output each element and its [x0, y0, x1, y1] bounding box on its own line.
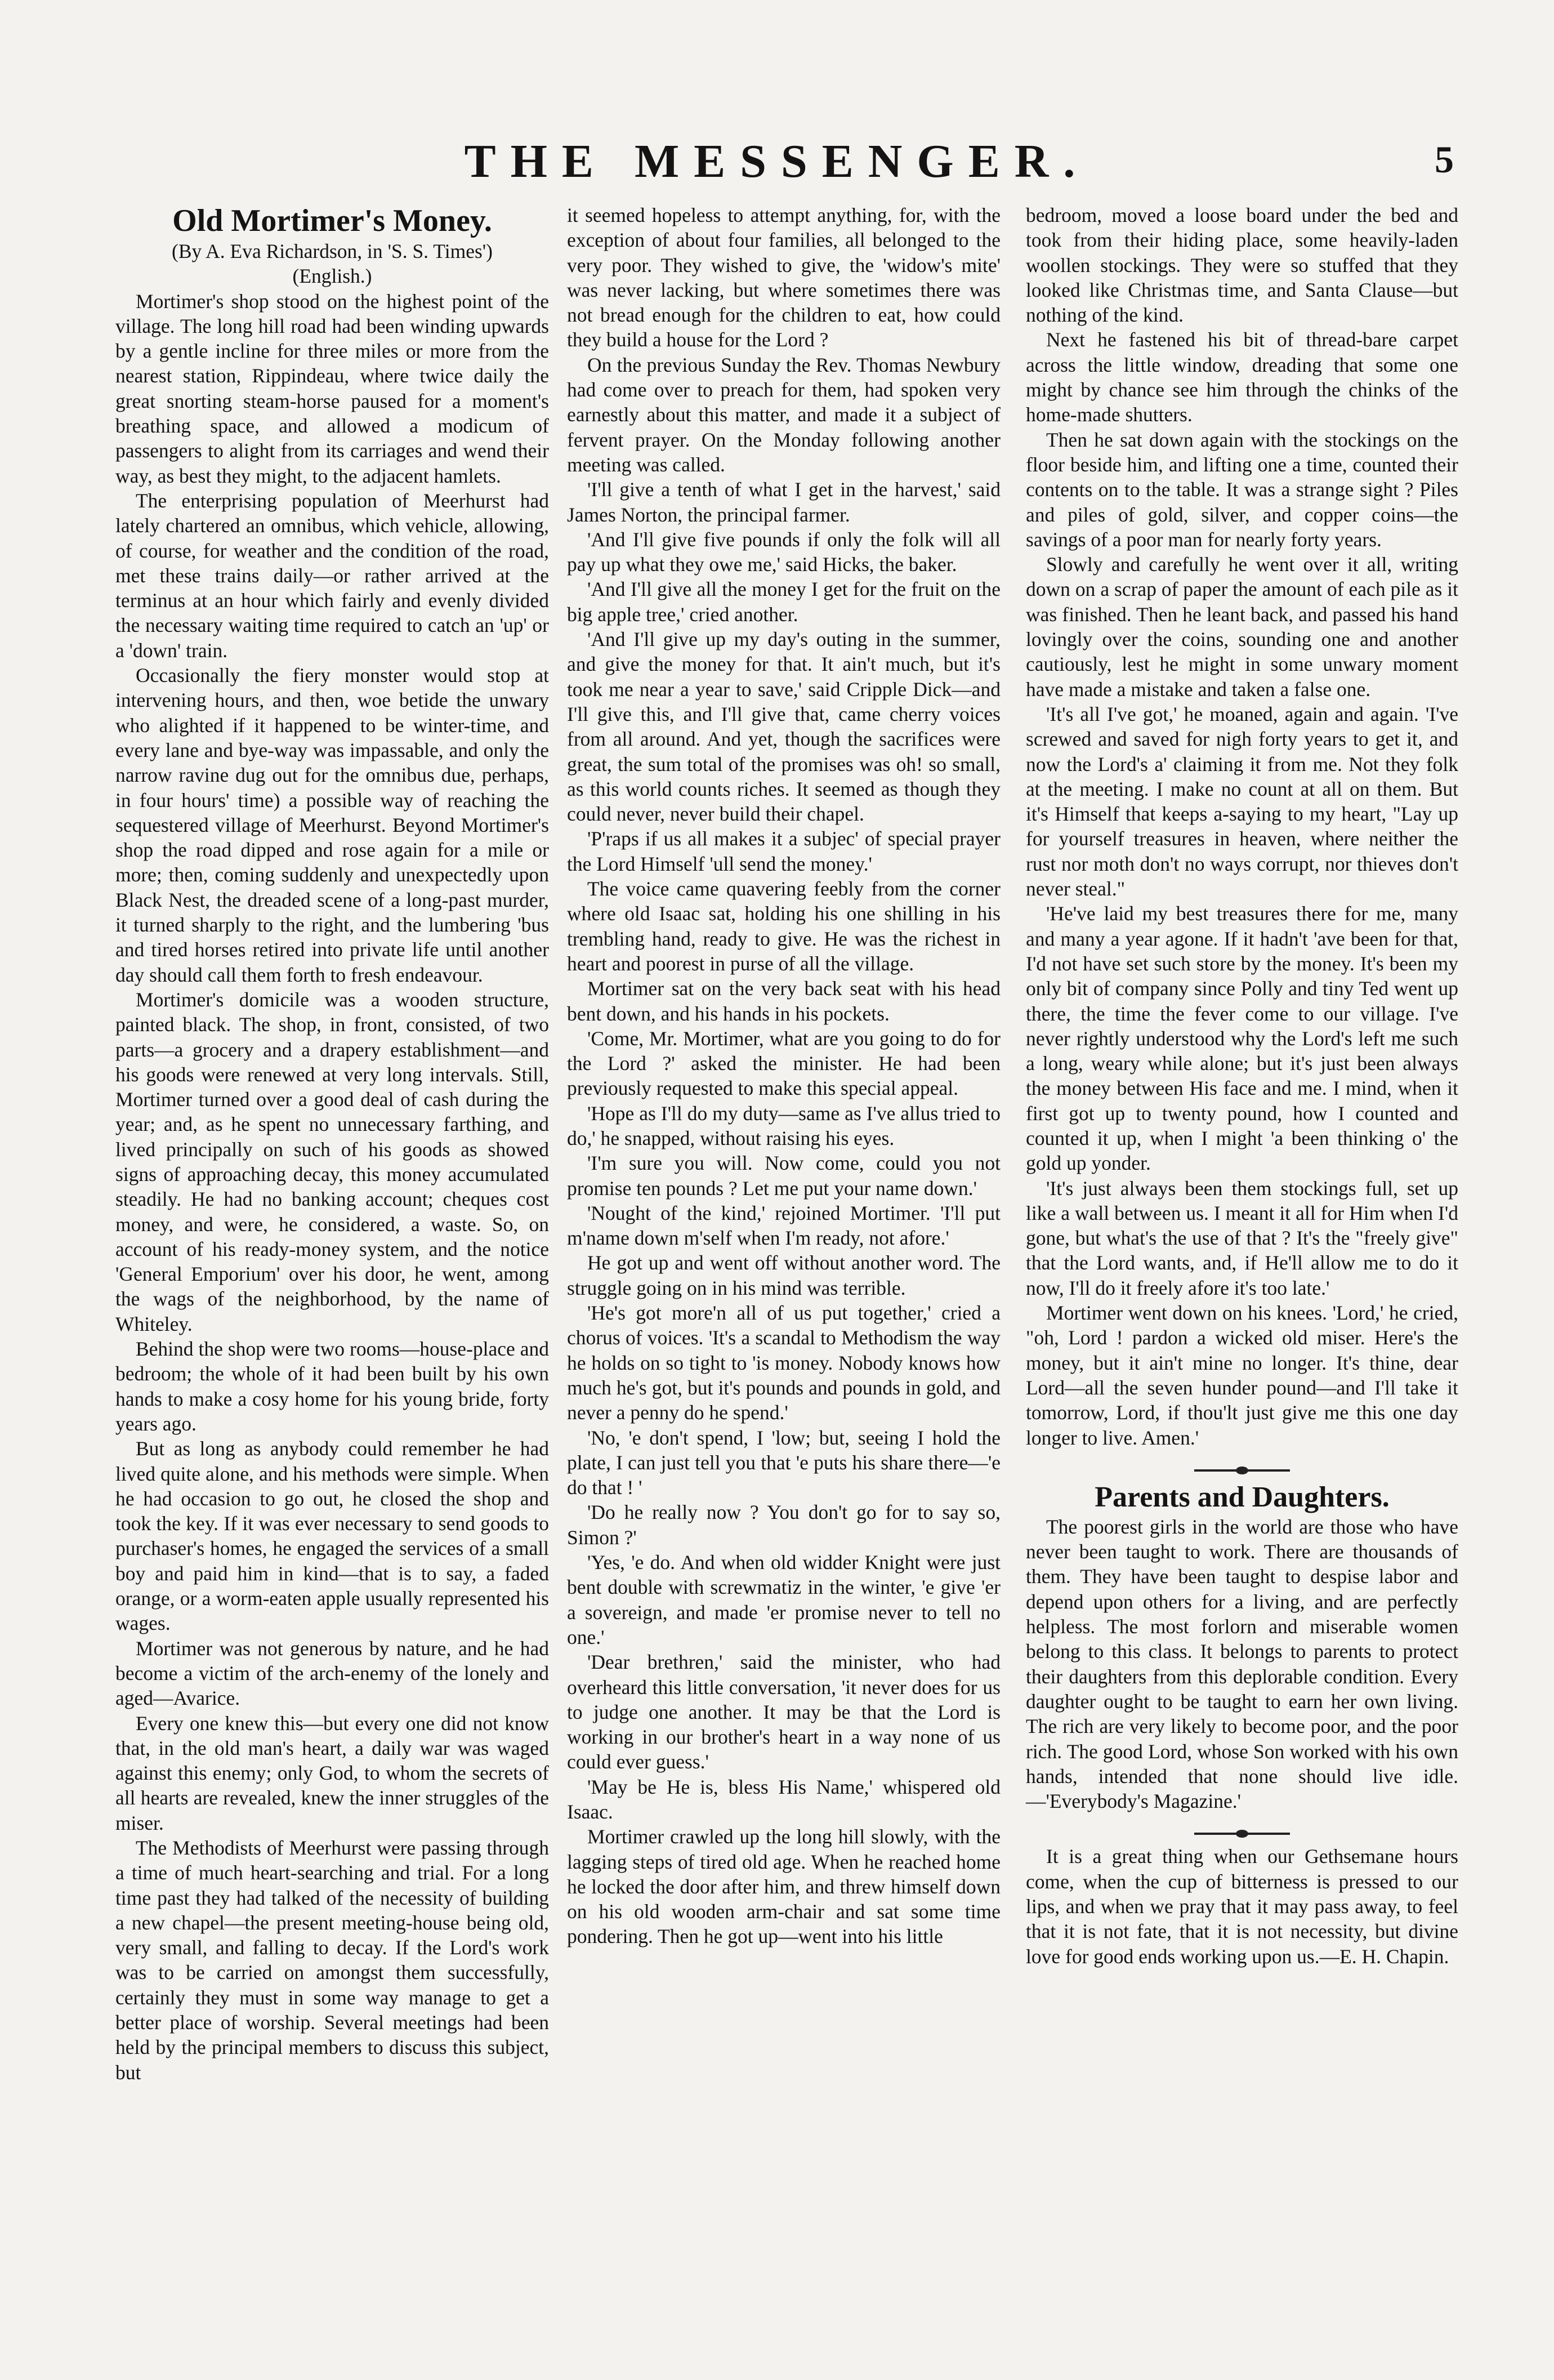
paragraph: Mortimer crawled up the long hill slowly, with the lagging steps of tired old age. When he reached home he locked the door after him, and threw himself down on his old wooden arm-chair and sat some time pondering. Then he got up—went into his little [567, 1825, 1001, 1948]
section-divider [1194, 1469, 1290, 1472]
section-divider [1194, 1833, 1290, 1835]
paragraph: Slowly and carefully he went over it all, writing down on a scrap of paper the amount of each pile as it was finished. Then he leant back, and passed his hand lovingly over the coins, sounding one and another cautiously, lest he might in some unwary moment have made a mistake and taken a false one. [1026, 553, 1458, 701]
paragraph: Mortimer's shop stood on the highest point of the village. The long hill road had been winding upwards by a gentle incline for three miles or more from the nearest station, Rippindeau, where twice daily the great snorting steam-horse paused for a moment's breathing space, and allowed a modicum of passengers to alight from its carriages and wend their way, as best they might, to the adjacent hamlets. [115, 289, 549, 487]
paragraph: 'Yes, 'e do. And when old widder Knight were just bent double with screwmatiz in the winter, 'e give 'er a sovereign, and made 'er promise never to tell no one.' [567, 1551, 1001, 1648]
paragraph: Every one knew this—but every one did not know that, in the old man's heart, a daily war was waged against this enemy; only God, to whom the secrets of all hearts are revealed, knew the inner struggles of the miser. [115, 1712, 549, 1834]
paragraph: 'It's all I've got,' he moaned, again and again. 'I've screwed and saved for nigh forty years to get it, and now the Lord's a' claiming it from me. Not they folk at the meeting. I make no count at all on them. But it's Himself that keeps a-saying to my heart, "Lay up for yourself treasures in heaven, where neither the rust nor moth don't no ways corrupt, nor thieves don't never steal." [1026, 702, 1458, 901]
paragraph: The voice came quavering feebly from the corner where old Isaac sat, holding his one shilling in his trembling hand, ready to give. He was the richest in heart and poorest in purse of all the village. [567, 877, 1001, 975]
paragraph: 'It's just always been them stockings full, set up like a wall between us. I meant it all for Him when I'd gone, but what's the use of that ? It's the "freely give" that the Lord wants, and, if He'll allow me to do it now, I'll do it freely afore it's too late.' [1026, 1176, 1458, 1299]
quote-paragraph: It is a great thing when our Gethsemane hours come, when the cup of bitterness is pressed to our lips, and when we pray that it may pass away, to feel that it is not fate, that it is not necessity, but divine love for good ends working upon us.—E. H. Chapin. [1026, 1845, 1458, 1968]
paragraph: 'Do he really now ? You don't go for to say so, Simon ?' [567, 1501, 1001, 1549]
paragraph: The enterprising population of Meerhurst had lately chartered an omnibus, which vehicle, allowing, of course, for weather and the condition of the road, met these trains daily—or rather arrived at the terminus at an hour which fairly and evenly divided the necessary waiting time required to catch an 'up' or a 'down' train. [115, 489, 549, 662]
article-title-2: Parents and Daughters. [1095, 1481, 1390, 1513]
column-2 [567, 203, 1001, 1949]
paragraph: Behind the shop were two rooms—house-place and bedroom; the whole of it had been built by his own hands to make a cosy home for his young bride, forty years ago. [115, 1338, 549, 1435]
article-title: Old Mortimer's Money. [172, 203, 492, 238]
paragraph: 'And I'll give up my day's outing in the summer, and give the money for that. It ain't much, but it's took me near a year to save,' said Cripple Dick—and I'll give this, and I'll give that, came cherry voices from all around. And yet, though the sacrifices were great, the sum total of the promises was oh! so small, as this world counts riches. It seemed as though they could never, never build their chapel. [567, 628, 1001, 826]
paragraph: 'Come, Mr. Mortimer, what are you going to do for the Lord ?' asked the minister. He had been previously requested to make this special appeal. [567, 1027, 1001, 1100]
paragraph: Then he sat down again with the stockings on the floor beside him, and lifting one a time, counted their contents on to the table. It was a strange sight ? Piles and piles of gold, silver, and copper coins—the savings of a poor man for nearly forty years. [1026, 428, 1458, 551]
paragraph: 'Dear brethren,' said the minister, who had overheard this little conversation, 'it never does for us to judge one another. It may be that the Lord is working in our brother's heart in a way none of us could ever guess.' [567, 1651, 1001, 1773]
paragraph: Mortimer went down on his knees. 'Lord,' he cried, "oh, Lord ! pardon a wicked old miser. Here's the money, but it ain't mine no longer. It's thine, dear Lord—all the seven hunder pound—and I'll take it tomorrow, Lord, if thou'lt just give me this one day longer to live. Amen.' [1026, 1302, 1458, 1449]
paragraph: On the previous Sunday the Rev. Thomas Newbury had come over to preach for them, had spoken very earnestly about this matter, and made it a subject of fervent prayer. On the Monday following another meeting was called. [567, 353, 1001, 476]
paragraph: 'And I'll give five pounds if only the folk will all pay up what they owe me,' said Hicks, the baker. [567, 528, 1001, 576]
paragraph: The poorest girls in the world are those who have never been taught to work. There are thousands of them. They have been taught to despise labor and depend upon others for a living, and are perfectly helpless. The most forlorn and miserable women belong to this class. It belongs to parents to protect their daughters from this deplorable condition. Every daughter ought to be taught to earn her own living. The rich are very likely to become poor, and the poor rich. The good Lord, whose Son worked with his own hands, intended that none should live idle.—'Everybody's Magazine.' [1026, 1515, 1458, 1813]
masthead [0, 134, 1554, 202]
paragraph: 'May be He is, bless His Name,' whispered old Isaac. [567, 1775, 1001, 1823]
paragraph: 'Hope as I'll do my duty—same as I've allus tried to do,' he snapped, without raising his eyes. [567, 1102, 1001, 1149]
paragraph: 'I'll give a tenth of what I get in the harvest,' said James Norton, the principal farmer. [567, 478, 1001, 526]
paragraph: Occasionally the fiery monster would stop at intervening hours, and then, woe betide the unwary who alighted if it happened to be winter-time, and every lane and bye-way was impassable, and only the narrow ravine dug out for the omnibus due, perhaps, in four hours' time) a possible way of reaching the sequestered village of Meerhurst. Beyond Mortimer's shop the road dipped and rose again for a mile or more; then, coming suddenly and unexpectedly upon Black Nest, the dreaded scene of a long-past murder, it turned sharply to the right, and the lumbering 'bus and tired horses retired into private life until another day should call them forth to fresh endeavour. [115, 664, 549, 986]
paragraph: Mortimer's domicile was a wooden structure, painted black. The shop, in front, consisted, of two parts—a grocery and a drapery establishment—and his goods were renewed at very long intervals. Still, Mortimer turned over a good deal of cash during the year; and, as he spent no unnecessary farthing, and lived principally on such of his goods as showed signs of approaching decay, this money accumulated steadily. He had no banking account; cheques cost money, and were, he considered, a waste. So, on account of his ready-money system, and the notice 'General Emporium' over his door, he went, among the wags of the neighborhood, by the name of Whiteley. [115, 988, 549, 1335]
article-byline: (By A. Eva Richardson, in 'S. S. Times') [172, 240, 493, 262]
paragraph: 'And I'll give all the money I get for the fruit on the big apple tree,' cried another. [567, 578, 1001, 626]
paragraph: 'He's got more'n all of us put together,' cried a chorus of voices. 'It's a scandal to Methodism the way he holds on so tight to 'is money. Nobody knows how much he's got, but it's pounds and pounds in gold, and never a penny do he spend.' [567, 1302, 1001, 1424]
paragraph: 'No, 'e don't spend, I 'low; but, seeing I hold the plate, I can just tell you that 'e puts his share there—'e do that ! ' [567, 1426, 1001, 1499]
paragraph: 'I'm sure you will. Now come, could you not promise ten pounds ? Let me put your name down.' [567, 1152, 1001, 1200]
paragraph: 'P'raps if us all makes it a subjec' of special prayer the Lord Himself 'ull send the money.' [567, 827, 1001, 875]
page-number: 5 [1435, 138, 1454, 181]
paragraph: Next he fastened his bit of thread-bare carpet across the little window, dreading that some one might by chance see him through the chinks of the home-made shutters. [1026, 328, 1458, 426]
paragraph: bedroom, moved a loose board under the bed and took from their hiding place, some heavily-laden woollen stockings. They were so stuffed that they looked like Christmas time, and Santa Clause—but nothing of the kind. [1026, 204, 1458, 327]
paragraph: 'He've laid my best treasures there for me, many and many a year agone. If it hadn't 'ave been for that, I'd not have set such store by the money. It's been my only bit of company since Polly and tiny Ted went up there, the time the fever come to our village. I've never rightly understood why the Lord's left me such a long, weary while alone; but it's just been always the money between His face and me. I mind, when it first got up to twenty pound, how I counted and counted it up, when I might 'a been thinking o' the gold up yonder. [1026, 902, 1458, 1175]
paragraph: But as long as anybody could remember he had lived quite alone, and his methods were simple. When he had occasion to go out, he closed the shop and took the key. If it was ever necessary to send goods to purchaser's homes, he engaged the services of a small boy and paid him in kind—that is to say, a faded orange, or a worm-eaten apple usually represented his wages. [115, 1437, 549, 1635]
article-origin: (English.) [292, 265, 372, 288]
paragraph: Mortimer sat on the very back seat with his head bent down, and his hands in his pockets. [567, 977, 1001, 1025]
paragraph: Mortimer was not generous by nature, and he had become a victim of the arch-enemy of the lonely and aged—Avarice. [115, 1637, 549, 1710]
column-1 [115, 203, 549, 2085]
paragraph: He got up and went off without another word. The struggle going on in his mind was terrible. [567, 1251, 1001, 1299]
paragraph: The Methodists of Meerhurst were passing through a time of much heart-searching and trial. For a long time past they had talked of the necessity of building a new chapel—the present meeting-house being old, very small, and falling to decay. If the Lord's work was to be carried on amongst them successfully, certainly they must in some way manage to get a better place of worship. Several meetings had been held by the principal members to discuss this subject, but [115, 1837, 549, 2084]
masthead-title: THE MESSENGER. [464, 135, 1090, 188]
column-3 [1026, 203, 1458, 1969]
paragraph: 'Nought of the kind,' rejoined Mortimer. 'I'll put m'name down m'self when I'm ready, not afore.' [567, 1201, 1001, 1250]
paragraph: it seemed hopeless to attempt anything, for, with the exception of about four families, all belonged to the very poor. They wished to give, the 'widow's mite' was never lacking, but where sometimes there was not bread enough for the children to eat, how could they build a house for the Lord ? [567, 204, 1001, 351]
